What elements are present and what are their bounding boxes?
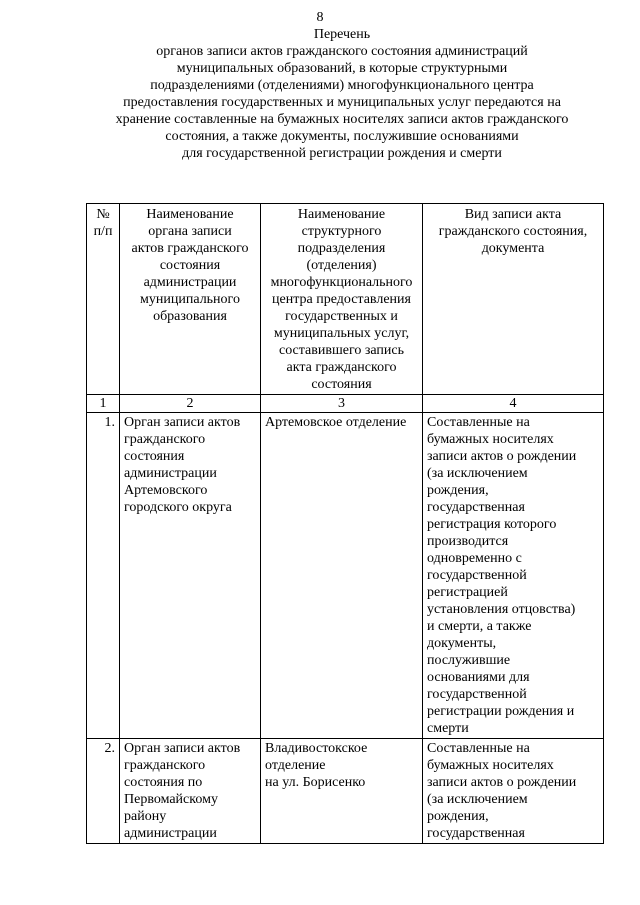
heading-line: для государственной регистрации рождения и смерти (182, 146, 502, 161)
header-department-name: Наименование структурного подразделения (отделения) многофункционального центра предоставления государственных и муниципальных услуг, составившего запись акта гражданского состояния (261, 204, 423, 395)
table-header-row (87, 204, 604, 395)
header-organ-name: Наименование органа записи актов гражданского состояния администрации муниципального образования (120, 204, 261, 395)
heading-line: предоставления государственных и муниципальных услуг передаются на (123, 95, 561, 110)
header-record-type: Вид записи акта гражданского состояния, документа (423, 204, 604, 395)
heading-line: хранение составленные на бумажных носителях записи актов гражданского (115, 112, 569, 127)
heading-line: подразделениями (отделениями) многофункционального центра (150, 78, 534, 93)
row-number: 1. (87, 413, 120, 739)
organ-name-cell: Орган записи актов гражданского состояния администрации Артемовского городского округа (120, 413, 261, 739)
department-name-cell: Владивостокское отделение на ул. Борисенко (261, 739, 423, 844)
heading-line: органов записи актов гражданского состояния администраций (156, 44, 528, 59)
column-number: 1 (87, 395, 120, 413)
registry-table (86, 203, 604, 844)
table-row (87, 413, 604, 739)
heading-line: состояния, а также документы, послужившие основаниями (165, 129, 519, 144)
record-type-cell: Составленные на бумажных носителях записи актов о рождении (за исключением рождения, государственная регистрация которого производится одновременно с государственной регистрацией установления отцовства) и смерти, а также документы, послужившие основаниями для государственной регистрации рождения и смерти (423, 413, 604, 739)
heading-title: Перечень (313, 27, 371, 42)
document-heading (80, 26, 604, 162)
column-number: 2 (120, 395, 261, 413)
heading-line: муниципальных образований, в которые структурными (176, 61, 508, 76)
column-number-row (87, 395, 604, 413)
column-number: 3 (261, 395, 423, 413)
header-number: № п/п (87, 204, 120, 395)
department-name-cell: Артемовское отделение (261, 413, 423, 739)
row-number: 2. (87, 739, 120, 844)
table-row (87, 739, 604, 844)
page-number: 8 (316, 10, 324, 25)
record-type-cell: Составленные на бумажных носителях записи актов о рождении (за исключением рождения, государственная (423, 739, 604, 844)
column-number: 4 (423, 395, 604, 413)
organ-name-cell: Орган записи актов гражданского состояния по Первомайскому району администрации (120, 739, 261, 844)
